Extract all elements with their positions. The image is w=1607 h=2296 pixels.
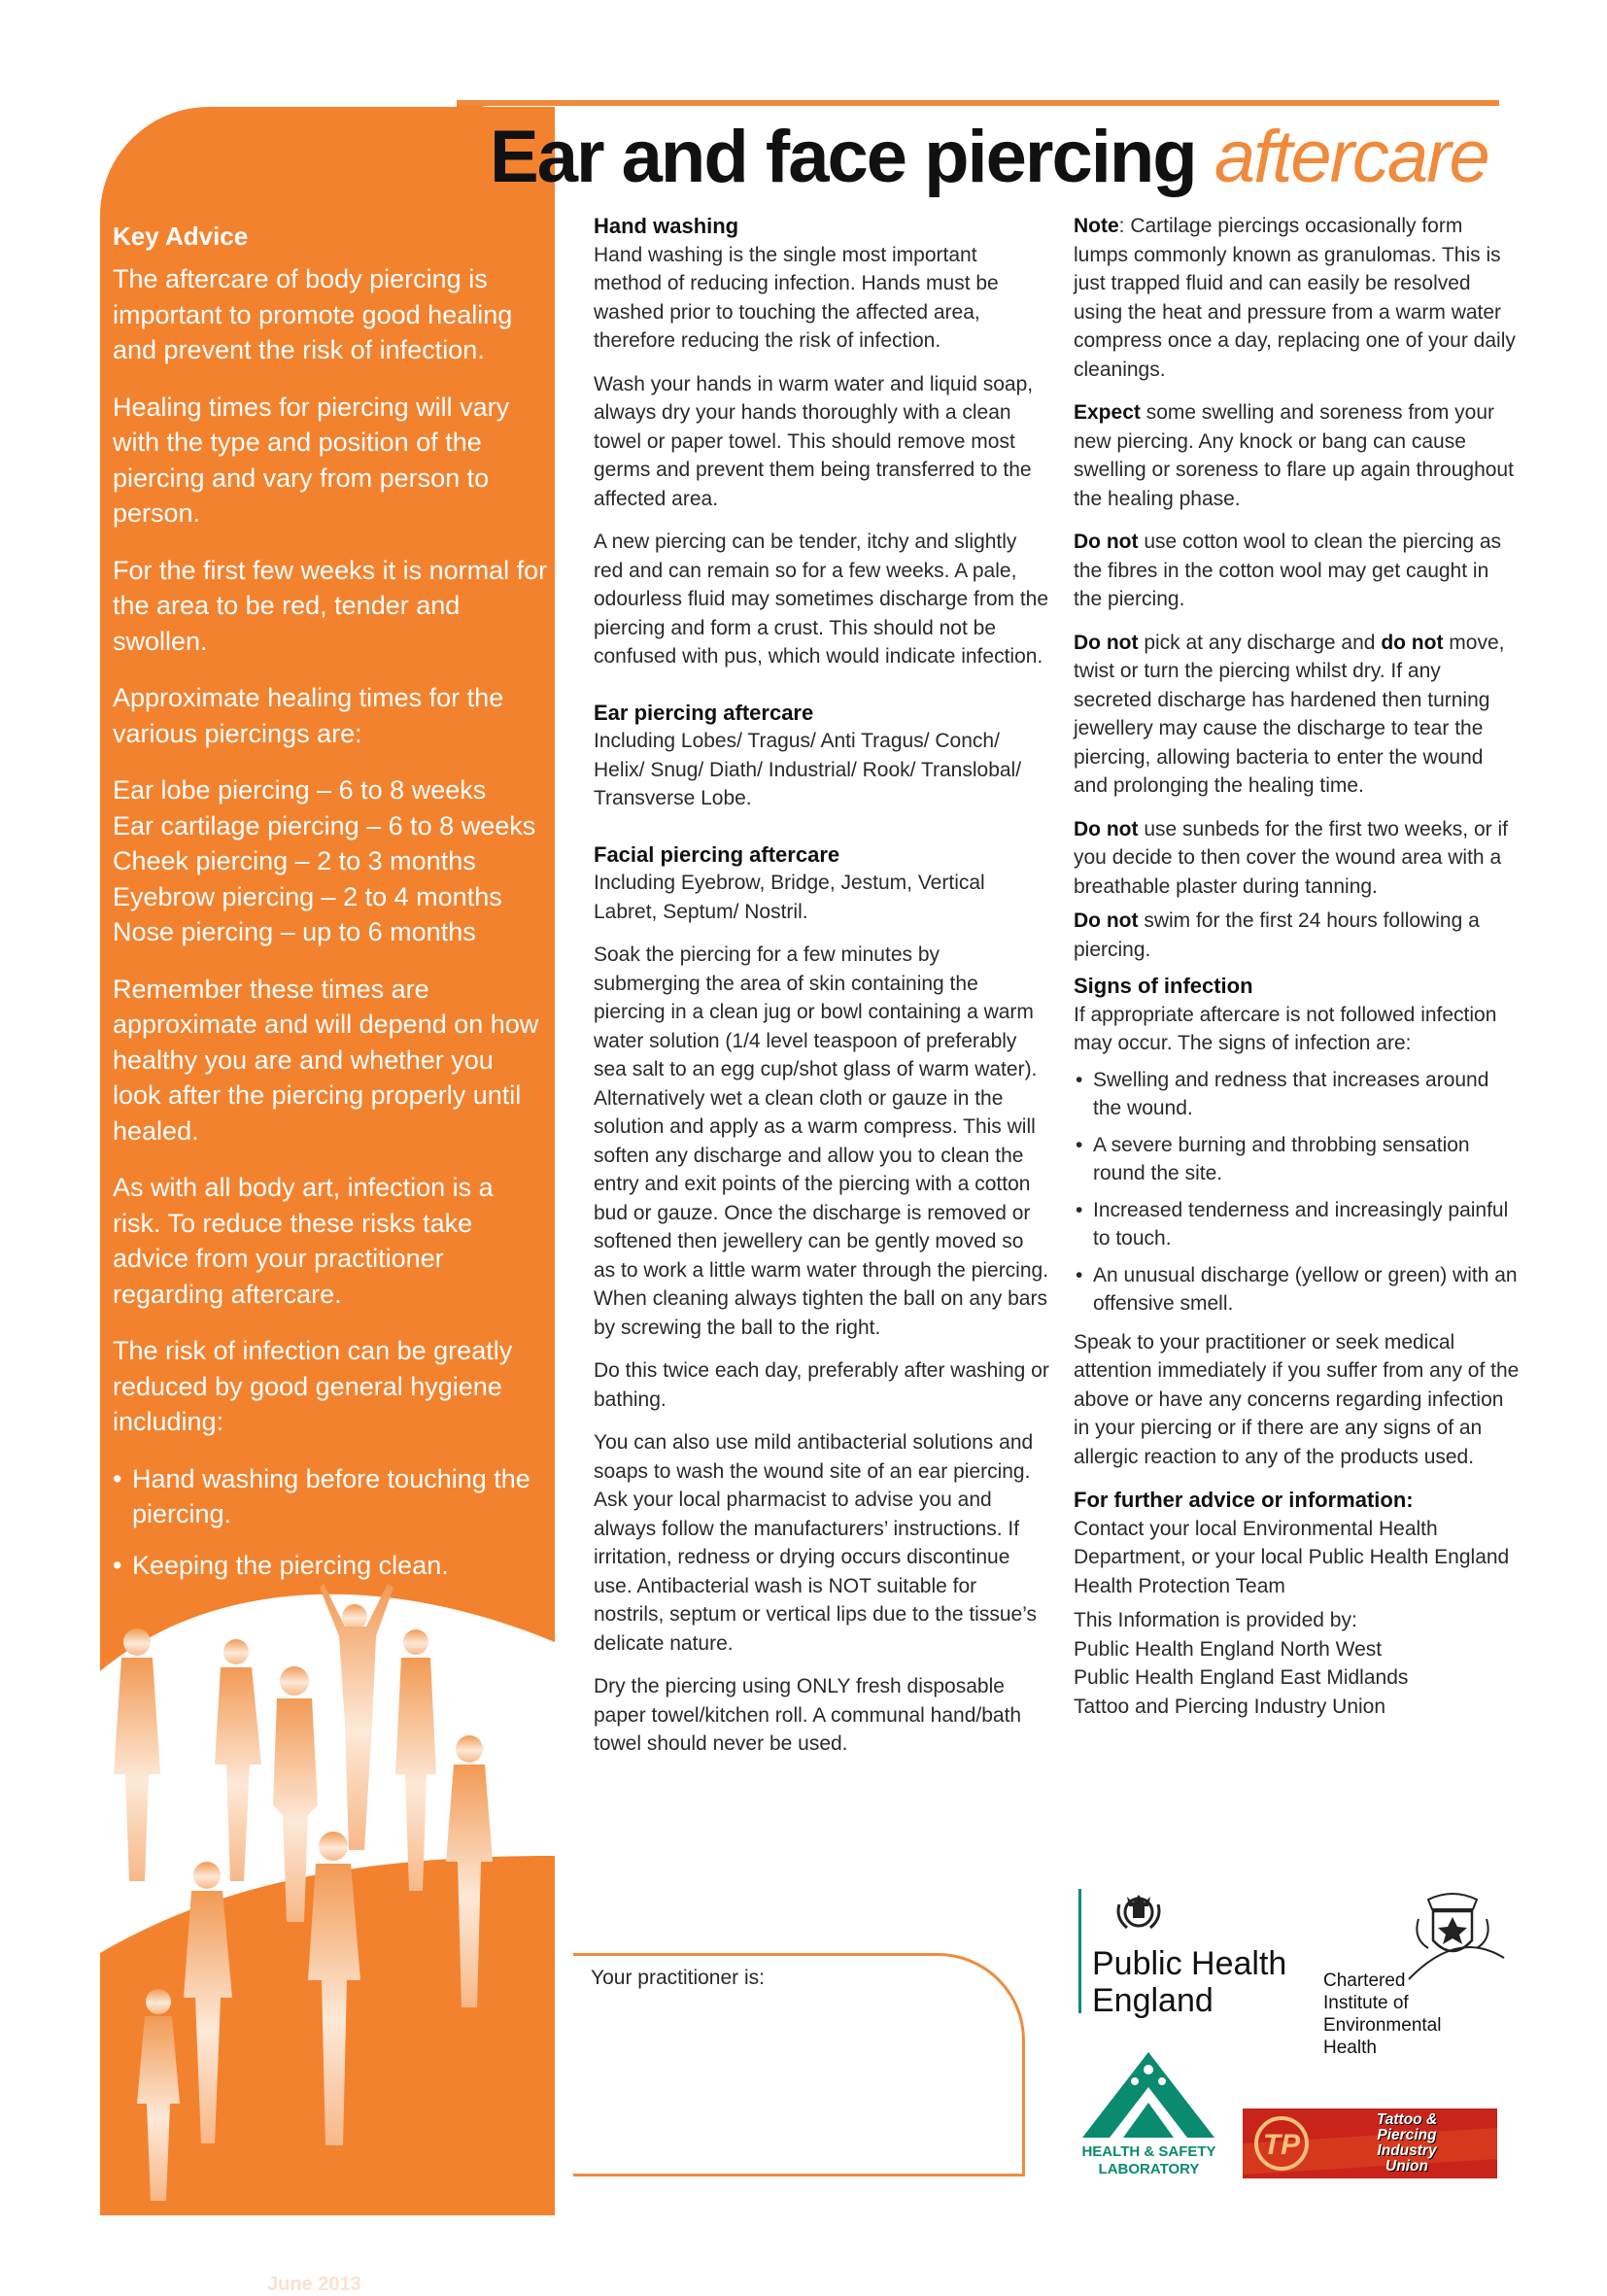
do-not-sunbeds-text: use sunbeds for the first two weeks, or if you decide to then cover the wound area with a breathable plaster during tanning. bbox=[1074, 817, 1508, 898]
advice-paragraph-4: Approximate healing times for the various piercings are: bbox=[113, 683, 504, 748]
do-not-cotton-text: use cotton wool to clean the piercing as the fibres in the cotton wool may get caught in the piercing. bbox=[1074, 531, 1502, 610]
do-not-label: do not bbox=[1381, 631, 1444, 654]
expect-text: some swelling and soreness from your new piercing. Any knock or bang can cause swelling or soreness to flare up again throughout the healing phase. bbox=[1074, 401, 1514, 510]
provider-item: Public Health England East Midlands bbox=[1074, 1666, 1409, 1689]
advice-paragraph-2: Healing times for piercing will vary with the type and position of the piercing and vary from person to person. bbox=[113, 392, 510, 528]
advice-paragraph-1: The aftercare of body piercing is important to promote good healing and prevent the risk of infection. bbox=[113, 264, 513, 364]
soak-paragraph: Soak the piercing for a few minutes by submerging the area of skin containing the piercing in a clean jug or bowl containing a warm water solution (1/4 level teaspoon of preferably sea salt to an egg cup/shot glass of warm water). Alternatively wet a clean cloth or gauze in the solution and apply as a warm compress. This will soften any discharge and allow you to clean the entry and exit points of the piercing with a cotton bud or gauze. Once the discharge is removed or softened then jewellery can be gently moved so as to work a little warm water through the piercing. When cleaning always tighten the ball on any bars by screwing the ball to the right. bbox=[594, 943, 1049, 1339]
cieh-line: Chartered bbox=[1323, 1970, 1406, 1991]
do-not-label: Do not bbox=[1074, 531, 1139, 553]
healing-time-item: Ear cartilage piercing – 6 to 8 weeks bbox=[113, 810, 536, 840]
hand-washing-paragraph-2: Wash your hands in warm water and liquid soap, always dry your hands thoroughly with a clean towel or paper towel. This should remove most germs and prevent them being transferred to the affected area. bbox=[594, 372, 1034, 510]
hsl-line-1: HEALTH & SAFETY bbox=[1081, 2143, 1216, 2160]
people-silhouettes-graphic bbox=[100, 1623, 555, 2206]
tattoo-piercing-industry-union-logo bbox=[1243, 2108, 1497, 2178]
cieh-line: Health bbox=[1323, 2038, 1377, 2058]
signs-of-infection-heading: Signs of infection bbox=[1074, 974, 1253, 998]
hand-washing-heading: Hand washing bbox=[594, 214, 739, 238]
royal-crest-icon bbox=[1113, 1885, 1164, 1936]
right-column bbox=[1074, 212, 1521, 1721]
tpiu-line: Union bbox=[1385, 2158, 1428, 2175]
health-safety-laboratory-logo bbox=[1069, 2048, 1229, 2179]
do-not-label: Do not bbox=[1074, 909, 1139, 932]
seek-attention-paragraph: Speak to your practitioner or seek medical attention immediately if you suffer from any of the above or have any concerns regarding infection in your piercing or if there are any signs of an allergic reaction to any of the products used. bbox=[1074, 1330, 1520, 1468]
note-text: : Cartilage piercings occasionally form lumps commonly known as granulomas. This is just trapped fluid and can easily be resolved using the heat and pressure from a warm water compress once a day, replacing one of your daily cleanings. bbox=[1074, 215, 1516, 381]
advice-paragraph-7: The risk of infection can be greatly reduced by good general hygiene including: bbox=[113, 1336, 513, 1436]
healing-time-item: Nose piercing – up to 6 months bbox=[113, 917, 476, 946]
phe-line-2: England bbox=[1092, 1982, 1214, 2019]
ear-piercing-paragraph: Including Lobes/ Tragus/ Anti Tragus/ Conch/ Helix/ Snug/ Diath/ Industrial/ Rook/ Translobal/ Transverse Lobe. bbox=[594, 730, 1022, 809]
provided-by-label: This Information is provided by: bbox=[1074, 1609, 1357, 1631]
hygiene-bullet-item: • Keeping the piercing clean. bbox=[113, 1548, 548, 1584]
signs-intro-paragraph: If appropriate aftercare is not followed infection may occur. The signs of infection are: bbox=[1074, 1003, 1497, 1054]
cieh-wordmark bbox=[1323, 1970, 1441, 2059]
publication-date: June 2013 bbox=[267, 2274, 361, 2295]
title-banner bbox=[457, 105, 1506, 212]
hygiene-bullet-item: • Hand washing before touching the piercing. bbox=[113, 1461, 548, 1532]
hsl-wordmark bbox=[1069, 2143, 1229, 2178]
facial-piercing-heading: Facial piercing aftercare bbox=[594, 841, 840, 867]
title-main: Ear and face piercing bbox=[490, 116, 1196, 198]
tpiu-mark: TP bbox=[1262, 2129, 1301, 2161]
tpiu-line: Industry bbox=[1377, 2142, 1437, 2159]
do-not-label: Do not bbox=[1074, 817, 1139, 840]
advice-paragraph-6: As with all body art, infection is a risk. To reduce these risks take advice from your practitioner regarding aftercare. bbox=[113, 1173, 494, 1309]
note-paragraph bbox=[1074, 212, 1521, 384]
key-advice-heading: Key Advice bbox=[113, 222, 249, 251]
healing-time-item: Ear lobe piercing – 6 to 8 weeks bbox=[113, 775, 487, 805]
antibacterial-paragraph: You can also use mild antibacterial solutions and soaps to wash the wound site of an ear piercing. Ask your local pharmacist to advise you and always follow the manufacturers’ instructions. If irritation, redness or drying occurs discontinue use. Antibacterial wash is NOT suitable for nostrils, septum or vertical lips due to the tissue’s delicate nature. bbox=[594, 1431, 1037, 1655]
expect-paragraph bbox=[1074, 398, 1521, 513]
title-accent: aftercare bbox=[1214, 116, 1488, 198]
facial-piercing-paragraph: Including Eyebrow, Bridge, Jestum, Vertical Labret, Septum/ Nostril. bbox=[594, 872, 985, 923]
phe-logo-bar bbox=[1078, 1889, 1081, 2013]
practitioner-label: Your practitioner is: bbox=[591, 1967, 765, 1989]
advice-paragraph-3: For the first few weeks it is normal for the area to be red, tender and swollen. bbox=[113, 555, 548, 656]
key-advice-text bbox=[113, 222, 548, 1598]
tpiu-line: Piercing bbox=[1377, 2127, 1437, 2143]
provider-item: Tattoo and Piercing Industry Union bbox=[1074, 1695, 1386, 1718]
hsl-line-2: LABORATORY bbox=[1098, 2161, 1200, 2177]
healing-times-list bbox=[113, 772, 548, 950]
cieh-line: Environmental bbox=[1323, 2015, 1442, 2036]
further-advice-paragraph: Contact your local Environmental Health Department, or your local Public Health England Health Protection Team bbox=[1074, 1517, 1510, 1597]
sign-item: • Increased tenderness and increasingly painful to touch. bbox=[1074, 1196, 1521, 1253]
cieh-logo bbox=[1323, 1890, 1508, 2058]
middle-column bbox=[594, 212, 1050, 1773]
do-not-sunbeds-paragraph bbox=[1074, 815, 1521, 902]
hand-washing-paragraph-3: A new piercing can be tender, itchy and slightly red and can remain so for a few weeks. A pale, odourless fluid may sometimes discharge from the piercing and form a crust. This should not be confused with pus, which would indicate infection. bbox=[594, 531, 1049, 668]
public-health-england-logo bbox=[1078, 1885, 1302, 2021]
sign-item: • An unusual discharge (yellow or green) with an offensive smell. bbox=[1074, 1261, 1521, 1319]
healing-time-item: Eyebrow piercing – 2 to 4 months bbox=[113, 881, 502, 911]
hsl-triangle-icon bbox=[1069, 2048, 1229, 2145]
drying-paragraph: Dry the piercing using ONLY fresh disposable paper towel/kitchen roll. A communal hand/bath towel should never be used. bbox=[594, 1675, 1022, 1755]
further-advice-heading: For further advice or information: bbox=[1074, 1488, 1414, 1512]
sign-item: • A severe burning and throbbing sensation round the site. bbox=[1074, 1131, 1521, 1188]
tpiu-wordmark bbox=[1320, 2112, 1493, 2175]
do-not-swim-text: swim for the first 24 hours following a piercing. bbox=[1074, 909, 1480, 961]
advice-paragraph-5: Remember these times are approximate and will depend on how healthy you are and whether you look after the piercing properly until healed. bbox=[113, 974, 539, 1146]
do-not-label: Do not bbox=[1074, 631, 1139, 654]
healing-time-item: Cheek piercing – 2 to 3 months bbox=[113, 846, 476, 875]
twice-daily-paragraph: Do this twice each day, preferably after washing or bathing. bbox=[594, 1359, 1049, 1411]
page-title bbox=[490, 115, 1488, 199]
note-label: Note bbox=[1074, 215, 1119, 237]
ear-piercing-heading: Ear piercing aftercare bbox=[594, 700, 814, 725]
hygiene-bullet-list bbox=[113, 1461, 548, 1584]
do-not-cotton-paragraph bbox=[1074, 528, 1521, 614]
phe-wordmark bbox=[1092, 1945, 1286, 2019]
tpiu-line: Tattoo & bbox=[1376, 2111, 1438, 2128]
hand-washing-paragraph-1: Hand washing is the single most important method of reducing infection. Hands must be washed prior to touching the affected area, therefore reducing the risk of infection. bbox=[594, 243, 999, 352]
signs-of-infection-list bbox=[1074, 1066, 1521, 1319]
do-not-pick-text: pick at any discharge and bbox=[1138, 631, 1382, 654]
phe-line-1: Public Health bbox=[1092, 1945, 1287, 1982]
provider-item: Public Health England North West bbox=[1074, 1637, 1383, 1661]
do-not-swim-paragraph bbox=[1074, 907, 1521, 964]
sign-item: • Swelling and redness that increases around the wound. bbox=[1074, 1066, 1521, 1123]
do-not-move-text: move, twist or turn the piercing whilst dry. If any secreted discharge has hardened then turning jewellery may cause the discharge to tear the piercing, allowing bacteria to enter the wound and prolonging the healing time. bbox=[1074, 631, 1505, 797]
expect-label: Expect bbox=[1074, 401, 1141, 424]
do-not-pick-paragraph bbox=[1074, 629, 1521, 801]
key-advice-sidebar bbox=[100, 107, 555, 2295]
cieh-line: Institute of bbox=[1323, 1993, 1409, 2013]
